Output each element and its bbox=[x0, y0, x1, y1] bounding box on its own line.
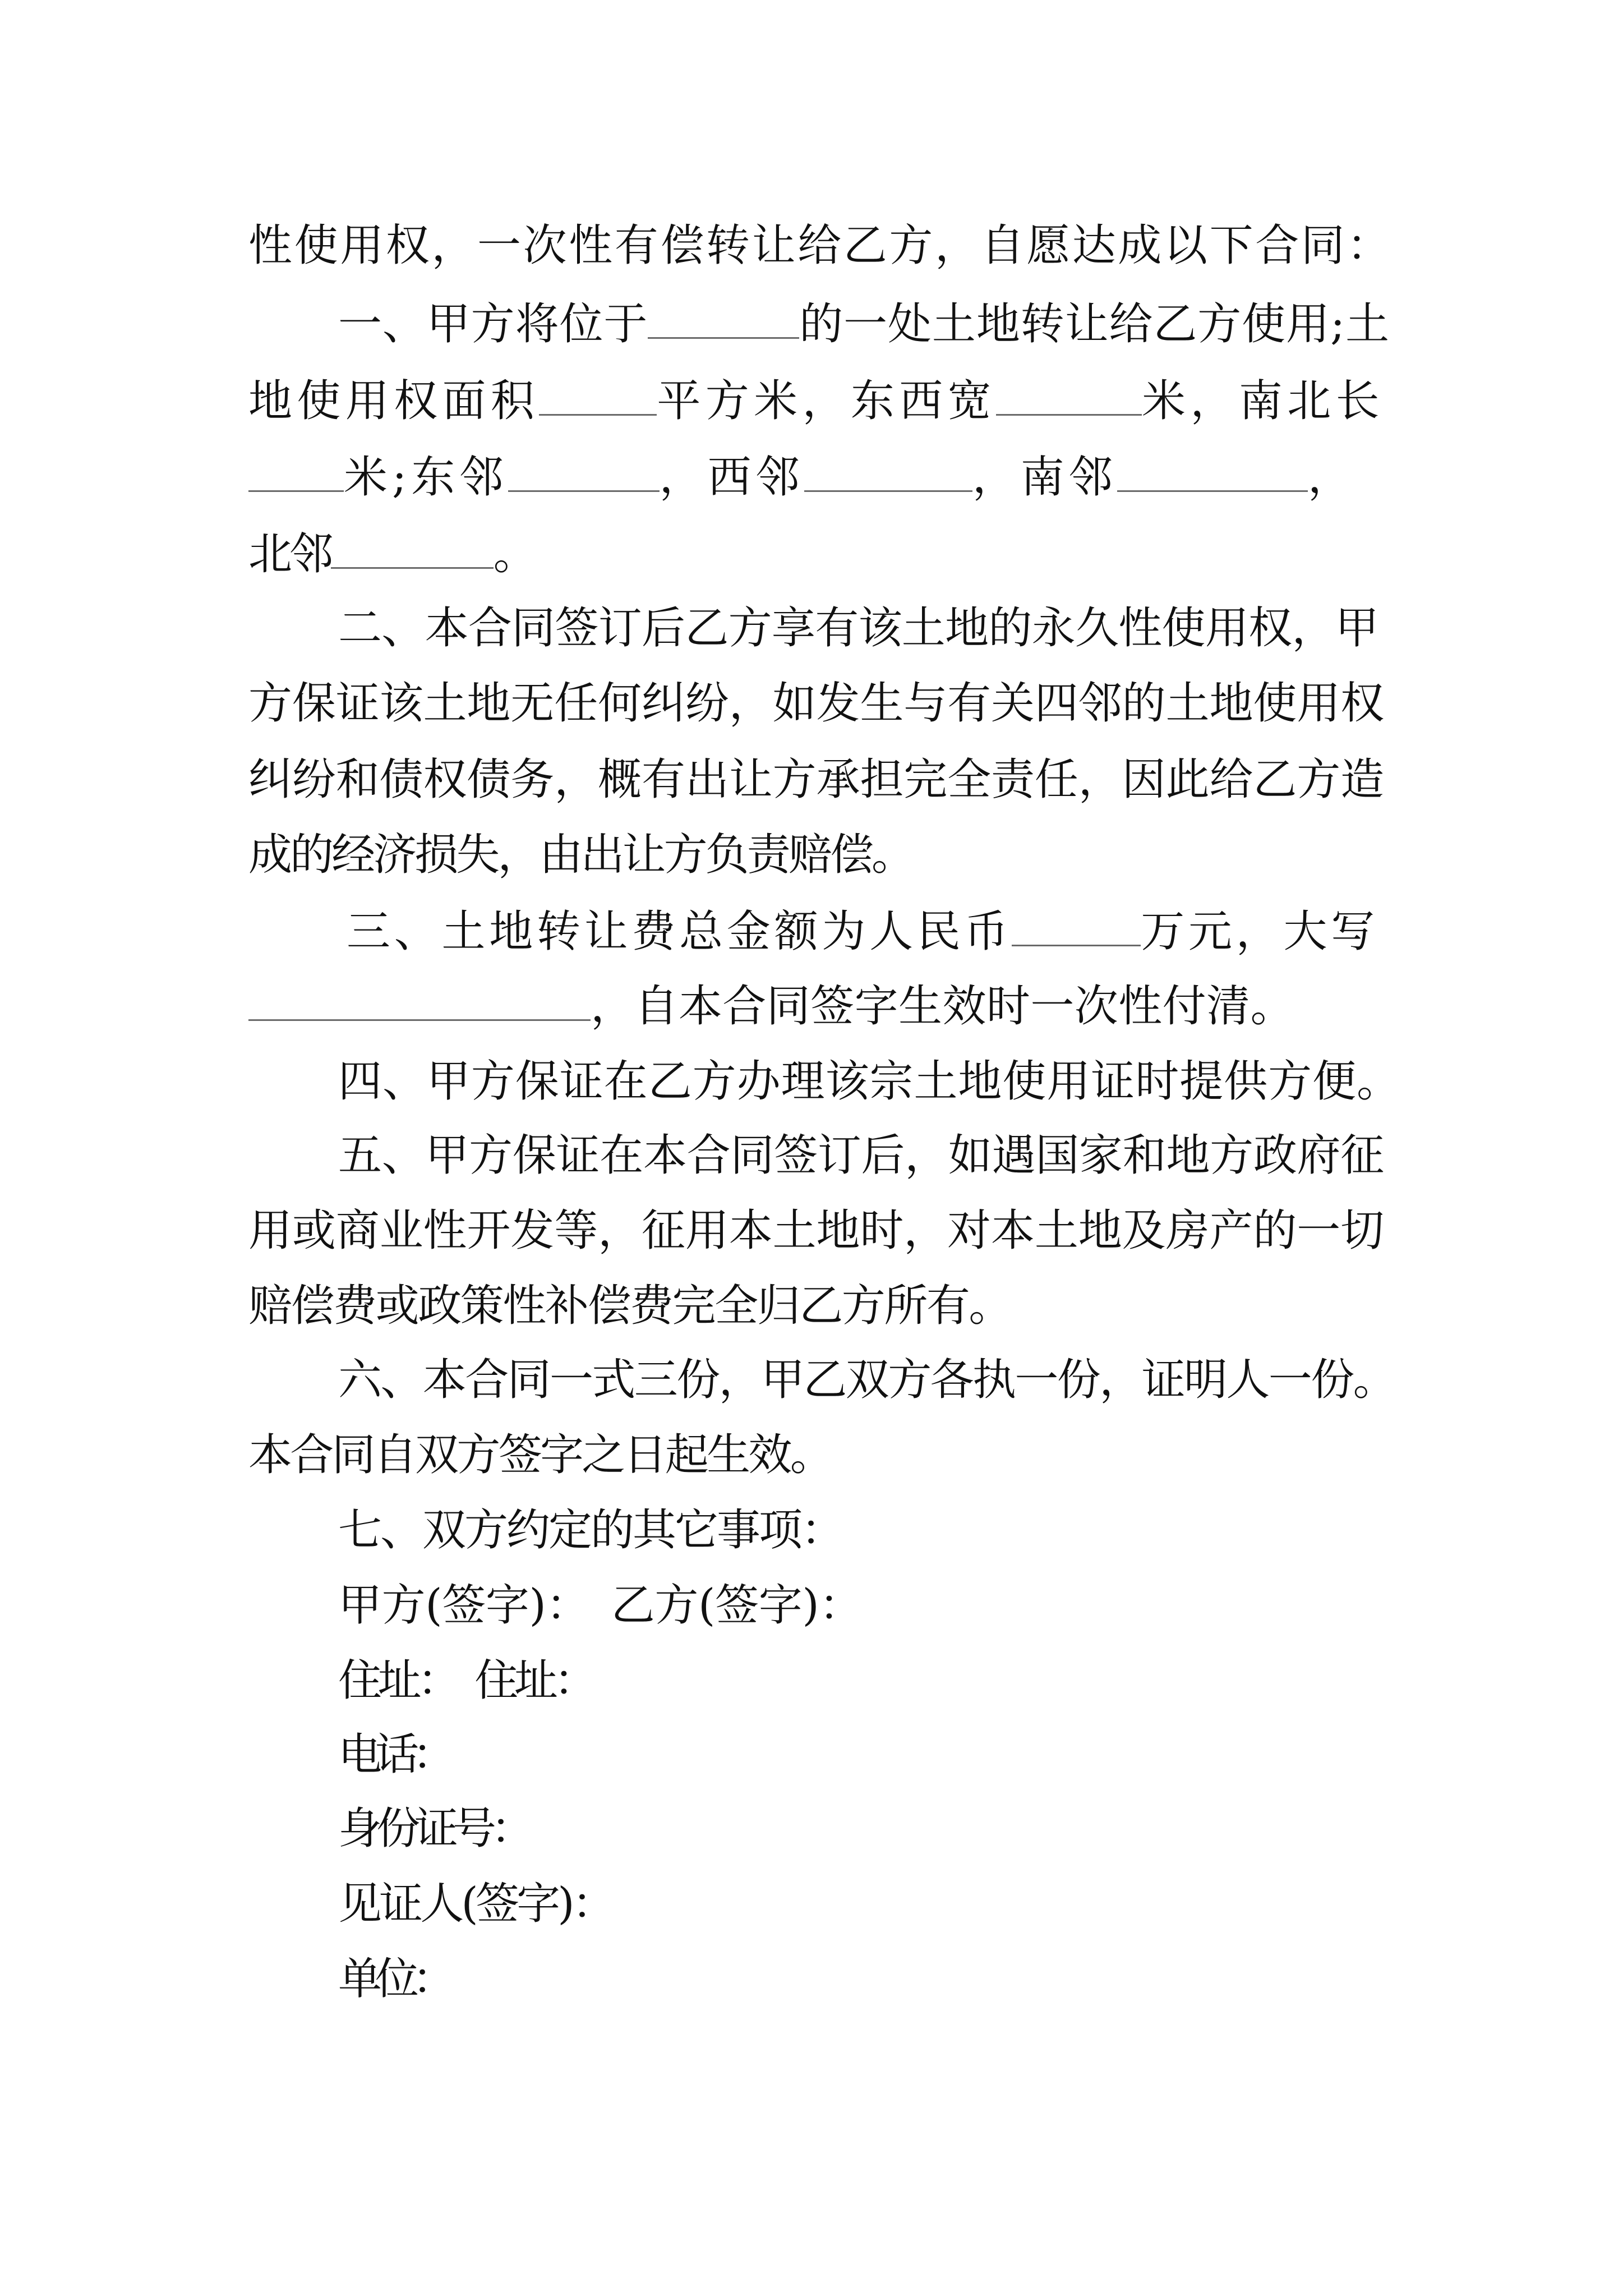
clause-4-line-1 bbox=[338, 1055, 1401, 1108]
line-text: 本合同自双方签字之日起生效。 bbox=[248, 1430, 832, 1480]
clause-5-line-1 bbox=[338, 1129, 1384, 1182]
blank-amount-field[interactable] bbox=[1012, 908, 1141, 946]
blank-width-field[interactable] bbox=[996, 377, 1142, 416]
clause-1-line-4 bbox=[248, 527, 534, 581]
blank-north-neighbor-field[interactable] bbox=[331, 530, 494, 569]
unit-label: 单位： bbox=[338, 1954, 450, 2004]
phone-label: 电话： bbox=[338, 1729, 450, 1780]
blank-area-field[interactable] bbox=[539, 377, 657, 416]
clause-1-line-2 bbox=[248, 374, 1384, 428]
line-text: 。 bbox=[493, 529, 534, 579]
line-text: 地使用权面积 bbox=[248, 376, 540, 426]
line-text: 三、土地转让费总金额为人民币 bbox=[347, 907, 1012, 957]
id-number-line bbox=[338, 1802, 529, 1856]
line-text: 米;东邻 bbox=[344, 452, 508, 503]
contract-line-1 bbox=[248, 219, 1393, 273]
line-text: 纠纷和债权债务，概有出让方承担完全责任，因此给乙方造 bbox=[248, 754, 1384, 805]
line-text: 万元，大写 bbox=[1141, 907, 1378, 957]
line-text: ，自本合同签字生效时一次性付清。 bbox=[591, 981, 1294, 1032]
line-text: ，南邻 bbox=[972, 452, 1117, 503]
line-text: 米，南北长 bbox=[1142, 376, 1384, 426]
line-text: 一、甲方将位于 bbox=[338, 299, 648, 349]
line-text: 成的经济损失，由出让方负责赔偿。 bbox=[248, 830, 913, 880]
witness-label: 见证人(签字)： bbox=[338, 1879, 613, 1929]
line-text: 性使用权，一次性有偿转让给乙方，自愿达成以下合同： bbox=[248, 220, 1393, 271]
line-text: 的一处土地转让给乙方使用;土 bbox=[799, 299, 1390, 349]
address-line bbox=[338, 1654, 593, 1708]
clause-1-line-1 bbox=[338, 297, 1390, 351]
clause-6-line-1 bbox=[338, 1353, 1395, 1407]
line-text: 方保证该土地无任何纠纷，如发生与有关四邻的土地使用权 bbox=[248, 678, 1384, 729]
blank-length-field[interactable] bbox=[248, 453, 344, 492]
line-text: 赔偿费或政策性补偿费完全归乙方所有。 bbox=[248, 1281, 1011, 1331]
line-text: 五、甲方保证在本合同签订后，如遇国家和地方政府征 bbox=[338, 1130, 1384, 1181]
clause-2-line-1 bbox=[338, 601, 1378, 655]
line-text: 北邻 bbox=[248, 529, 331, 579]
line-text: 四、甲方保证在乙方办理该宗土地使用证时提供方便。 bbox=[338, 1056, 1401, 1107]
clause-1-line-3 bbox=[248, 450, 1356, 504]
signature-party-a-b bbox=[338, 1579, 863, 1632]
line-text: 七、双方约定的其它事项： bbox=[338, 1505, 843, 1556]
blank-east-neighbor-field[interactable] bbox=[508, 453, 660, 492]
line-text: ，西邻 bbox=[659, 452, 804, 503]
clause-6-line-2 bbox=[248, 1428, 832, 1482]
blank-west-neighbor-field[interactable] bbox=[804, 453, 972, 492]
clause-3-line-1 bbox=[347, 905, 1378, 959]
clause-3-line-2 bbox=[248, 979, 1294, 1033]
line-text: 二、本合同签订后乙方享有该土地的永久性使用权，甲 bbox=[338, 603, 1378, 654]
line-text: 用或商业性开发等，征用本土地时，对本土地及房产的一切 bbox=[248, 1205, 1384, 1256]
address-label: 住址： 住址： bbox=[338, 1655, 593, 1706]
clause-2-line-2 bbox=[248, 677, 1384, 730]
signature-label: 甲方(签字)： 乙方(签字)： bbox=[338, 1580, 863, 1631]
clause-7-line-1 bbox=[338, 1503, 843, 1557]
blank-location-field[interactable] bbox=[648, 300, 799, 339]
clause-2-line-3 bbox=[248, 753, 1384, 807]
phone-line bbox=[338, 1728, 449, 1782]
line-text: 平方米，东西宽 bbox=[657, 376, 997, 426]
clause-5-line-3 bbox=[248, 1279, 1011, 1333]
unit-line bbox=[338, 1952, 449, 2006]
line-text: ， bbox=[1307, 452, 1356, 503]
blank-amount-in-words-field[interactable] bbox=[248, 982, 591, 1021]
clause-5-line-2 bbox=[248, 1204, 1384, 1258]
id-number-label: 身份证号： bbox=[338, 1803, 529, 1854]
line-text: 六、本合同一式三份，甲乙双方各执一份，证明人一份。 bbox=[338, 1355, 1395, 1405]
witness-signature-line bbox=[338, 1877, 613, 1931]
blank-south-neighbor-field[interactable] bbox=[1117, 453, 1308, 492]
clause-2-line-4 bbox=[248, 828, 913, 882]
